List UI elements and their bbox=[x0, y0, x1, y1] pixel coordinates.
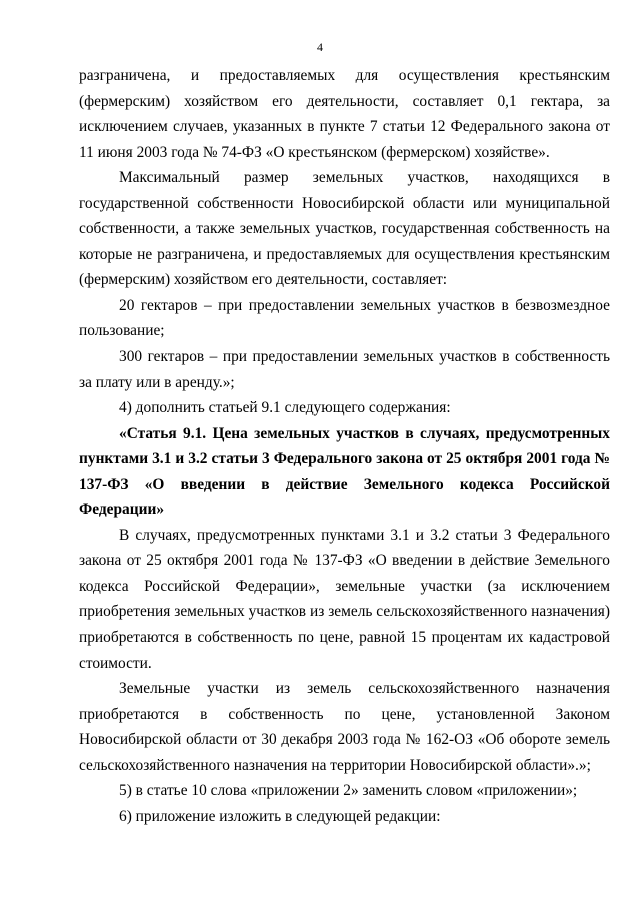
paragraph-article-9-1-text: В случаях, предусмотренных пунктами 3.1 и 3.2 статьи 3 Федерального закона от 25 октября 2001 года № 137-ФЗ «О введении в действие Земельного кодекса Российской Федерации», земельные участки (за исключением приобретения земельных участков из земель сельскохозяйственного назначения) приобретаются в собственность по цене, равной 15 процентам их кадастровой стоимости. bbox=[79, 526, 610, 672]
paragraph-item-6: 6) приложение изложить в следующей редакции: bbox=[119, 807, 441, 825]
page-number: 4 bbox=[317, 40, 323, 54]
paragraph-item-4: 4) дополнить статьей 9.1 следующего содержания: bbox=[119, 399, 451, 417]
document-body bbox=[79, 63, 610, 829]
paragraph-continuation: разграничена, и предоставляемых для осуществления крестьянским (фермерским) хозяйством его деятельности, составляет 0,1 гектара, за исключением случаев, указанных в пункте 7 статьи 12 Федерального закона от 11 июня 2003 года № 74-ФЗ «О крестьянском (фермерском) хозяйстве». bbox=[79, 67, 610, 161]
paragraph-20-hectares: 20 гектаров – при предоставлении земельных участков в безвозмездное пользование; bbox=[79, 296, 610, 340]
article-9-1-heading: «Статья 9.1. Цена земельных участков в случаях, предусмотренных пунктами 3.1 и 3.2 статьи 3 Федерального закона от 25 октября 2001 года № 137-ФЗ «О введении в действие Земельного кодекса Российской Федерации» bbox=[79, 424, 610, 519]
paragraph-300-hectares: 300 гектаров – при предоставлении земельных участков в собственность за плату или в аренду.»; bbox=[79, 348, 610, 391]
paragraph-agricultural-land: Земельные участки из земель сельскохозяйственного назначения приобретаются в собственность по цене, установленной Законом Новосибирской области от 30 декабря 2003 года № 162-ОЗ «Об обороте земель сельскохозяйственного назначения на территории Новосибирской области».»; bbox=[79, 680, 610, 774]
paragraph-item-5: 5) в статье 10 слова «приложении 2» заменить словом «приложении»; bbox=[119, 782, 578, 800]
paragraph-max-size: Максимальный размер земельных участков, находящихся в государственной собственности Новосибирской области или муниципальной собственности, а также земельных участков, государственная собственность на которые не разграничена, и предоставляемых для осуществления крестьянским (фермерским) хозяйством его деятельности, составляет: bbox=[79, 169, 610, 289]
